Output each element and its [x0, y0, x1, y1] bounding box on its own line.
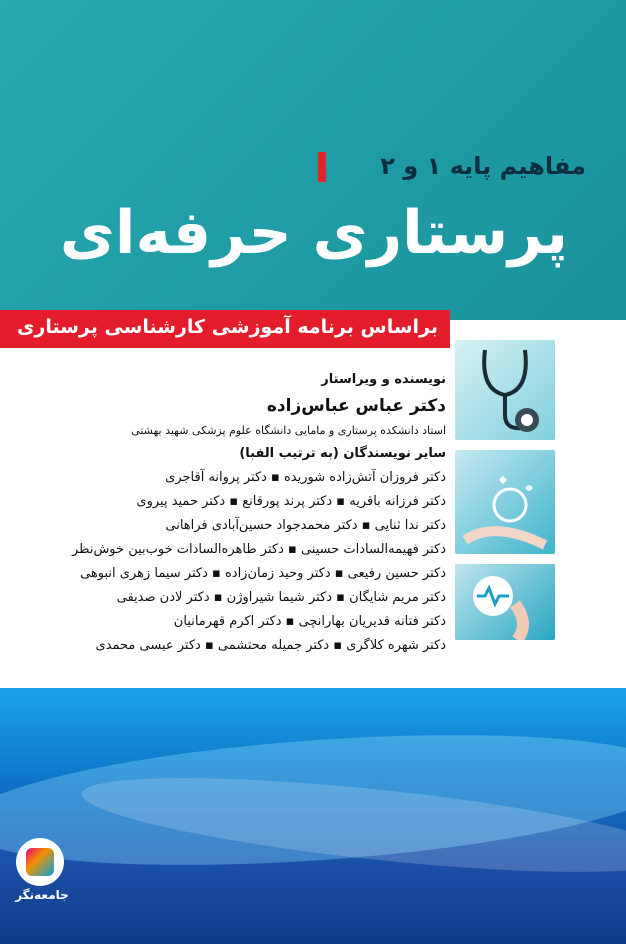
coauthor-line: دکتر فتانه قدیریان بهارانچی ▪ دکتر اکرم قهرمانیان: [173, 614, 446, 629]
coauthors-label: سایر نویسندگان (به ترتیب الفبا): [239, 446, 446, 461]
heart-pulse-icon: [455, 564, 555, 640]
book-subtitle: براساس برنامه آموزشی کارشناسی پرستاری: [17, 316, 438, 338]
credits-block: [26, 368, 446, 658]
author-affiliation: استاد دانشکده پرستاری و مامایی دانشگاه علوم پزشکی شهید بهشتی: [131, 424, 446, 437]
coauthor-line: دکتر مریم شایگان ▪ دکتر شیما شیراوژن ▪ دکتر لادن صدیقی: [116, 590, 446, 605]
coauthor-line: دکتر فروزان آتش‌زاده شوریده ▪ دکتر پروانه آقاجری: [165, 470, 446, 485]
book-title: پرستاری حرفه‌ای: [59, 198, 568, 268]
medical-hologram-icon: [455, 450, 555, 554]
publisher-logo-icon: [16, 838, 64, 886]
author-name: دکتر عباس عباس‌زاده: [266, 396, 446, 416]
coauthor-line: دکتر ندا ثنایی ▪ دکتر محمدجواد حسین‌آبادی فراهانی: [165, 518, 446, 533]
coauthor-line: دکتر فهیمه‌السادات حسینی ▪ دکتر طاهره‌السادات خوب‌بین خوش‌نظر: [71, 542, 446, 557]
medical-hands-photo: [455, 450, 555, 554]
stethoscope-photo: [455, 340, 555, 440]
series-title: مفاهیم پایه ۱ و ۲: [380, 152, 586, 180]
series-accent-bar: [318, 152, 326, 182]
heart-rate-photo: [455, 564, 555, 640]
coauthor-line: دکتر فرزانه باقریه ▪ دکتر پرند پورقانع ▪ دکتر حمید پیروی: [136, 494, 446, 509]
author-label: نویسنده و ویراستار: [321, 372, 446, 387]
publisher-name: جامعه‌نگر: [15, 888, 69, 902]
coauthor-line: دکتر شهره کلاگری ▪ دکتر جمیله محتشمی ▪ دکتر عیسی محمدی: [95, 638, 446, 653]
coauthor-line: دکتر حسین رفیعی ▪ دکتر وحید زمان‌زاده ▪ دکتر سیما زهری انبوهی: [80, 566, 446, 581]
stethoscope-icon: [455, 340, 555, 440]
publisher-logo-mark: [26, 848, 54, 876]
